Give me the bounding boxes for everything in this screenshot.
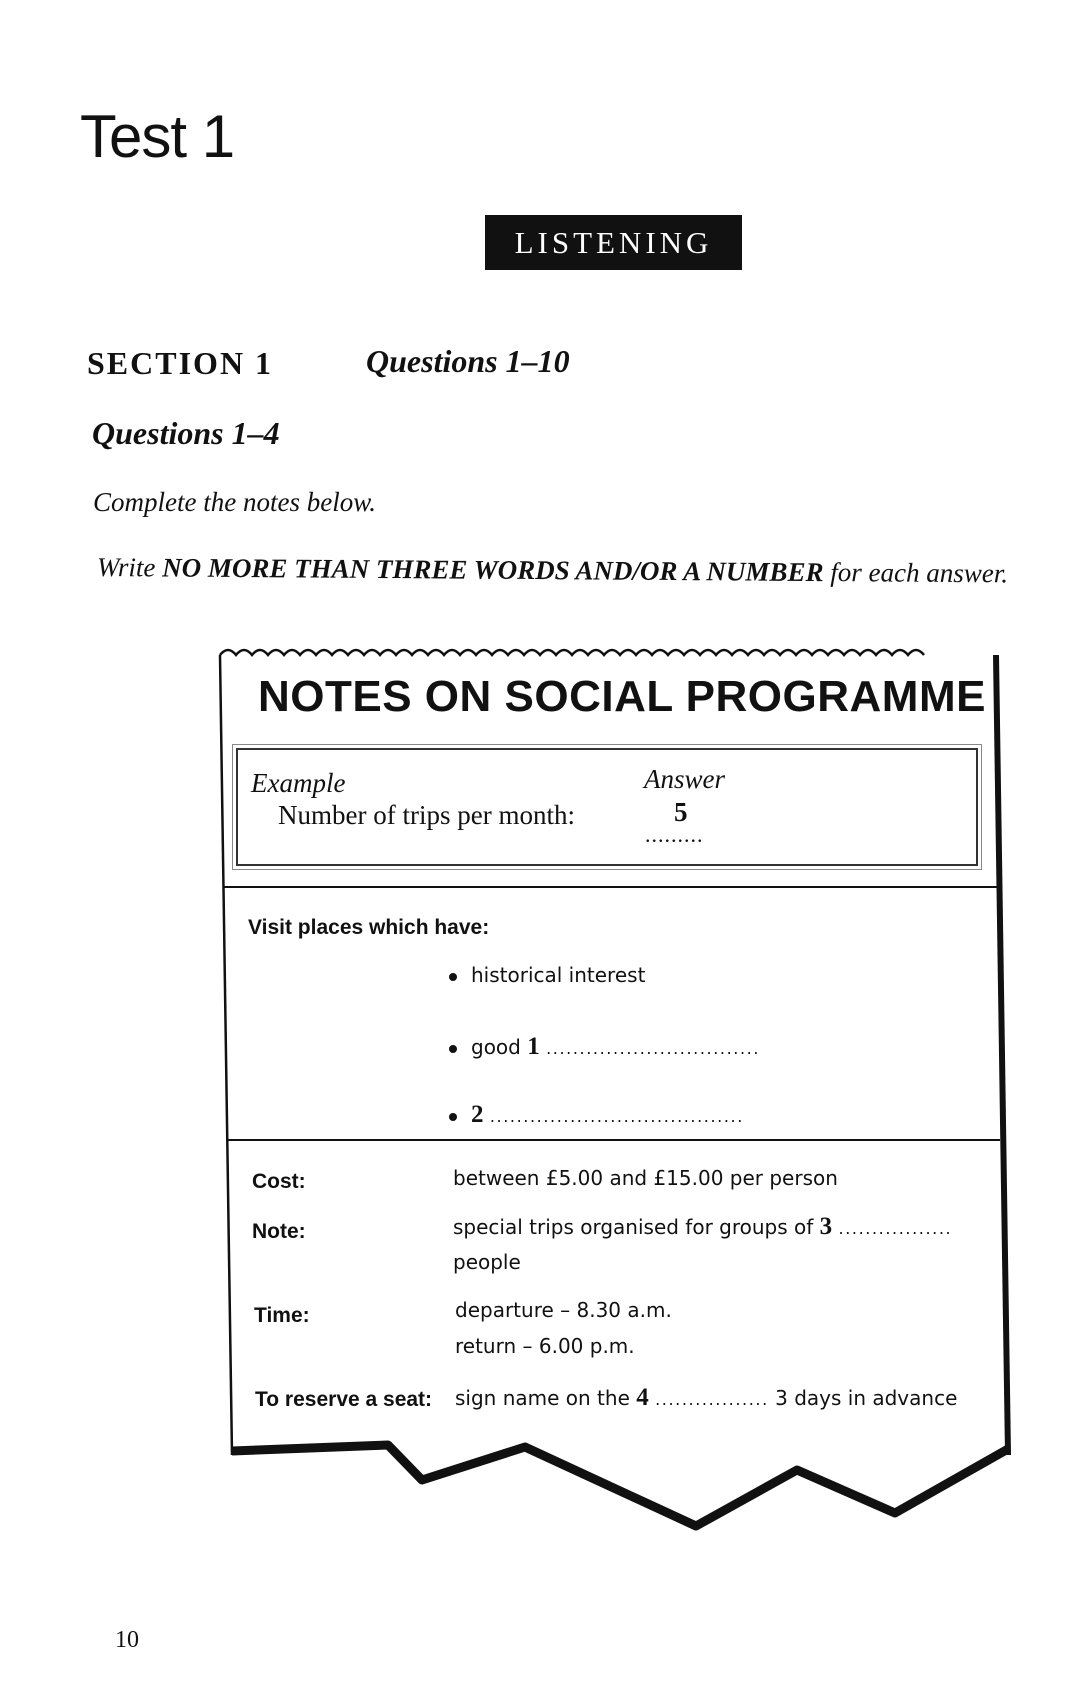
test-title: Test 1 — [80, 103, 235, 170]
answer-dots: ......... — [645, 822, 704, 847]
note-value-cont: people — [453, 1250, 521, 1274]
return-time: return – 6.00 p.m. — [455, 1334, 635, 1358]
reserve-label: To reserve a seat: — [255, 1388, 433, 1411]
bullet-icon — [449, 973, 457, 981]
torn-bottom-edge — [232, 1445, 1008, 1526]
torn-top-edge — [220, 650, 924, 655]
section-label: SECTION 1 — [87, 345, 274, 381]
instruction-bold: NO MORE THAN THREE WORDS AND/OR A NUMBER — [162, 552, 824, 588]
questions-subrange: Questions 1–4 — [92, 415, 280, 451]
answer-label: Answer — [644, 764, 725, 794]
reserve-text-end: 3 days in advance — [768, 1386, 958, 1410]
reserve-value — [455, 1384, 957, 1412]
bullet-text: historical interest — [471, 963, 646, 987]
bullet-item — [449, 963, 645, 987]
visit-heading: Visit places which have: — [248, 916, 490, 939]
note-value — [453, 1213, 952, 1241]
time-label: Time: — [254, 1304, 310, 1327]
notes-title: NOTES ON SOCIAL PROGRAMME — [258, 672, 986, 721]
note-text: special trips organised for groups of — [453, 1215, 820, 1239]
example-label: Example — [251, 768, 346, 798]
instruction-prefix: Write — [96, 552, 163, 583]
listening-banner: LISTENING — [485, 215, 742, 270]
question-number-2: 2 — [471, 1101, 484, 1128]
bullet-item — [449, 1101, 744, 1129]
page-number: 10 — [115, 1627, 139, 1653]
answer-blank-2[interactable]: ...................................... — [489, 1107, 744, 1126]
bullet-item — [449, 1033, 760, 1061]
instruction-suffix: for each answer. — [823, 557, 1009, 589]
instruction-complete-notes: Complete the notes below. — [93, 487, 376, 517]
bullet-prefix: good — [471, 1035, 528, 1059]
question-number-1: 1 — [527, 1033, 540, 1060]
answer-value: 5 — [674, 797, 688, 827]
paper-right-edge — [996, 655, 1008, 1455]
question-number-3: 3 — [819, 1213, 833, 1240]
departure-time: departure – 8.30 a.m. — [455, 1298, 672, 1322]
instruction-word-limit — [97, 552, 1008, 589]
answer-blank-4[interactable]: ................. — [655, 1390, 769, 1409]
bullet-icon — [449, 1113, 457, 1121]
note-label: Note: — [252, 1220, 306, 1243]
example-question: Number of trips per month: — [278, 800, 575, 830]
bullet-icon — [449, 1045, 457, 1053]
answer-blank-3[interactable]: ................. — [838, 1219, 953, 1238]
cost-label: Cost: — [252, 1170, 306, 1193]
reserve-text: sign name on the — [455, 1386, 637, 1410]
section-questions-range: Questions 1–10 — [366, 343, 570, 379]
paper-left-edge — [220, 655, 232, 1455]
cost-value: between £5.00 and £15.00 per person — [453, 1166, 838, 1190]
question-number-4: 4 — [636, 1384, 649, 1411]
answer-blank-1[interactable]: ................................ — [546, 1039, 761, 1058]
